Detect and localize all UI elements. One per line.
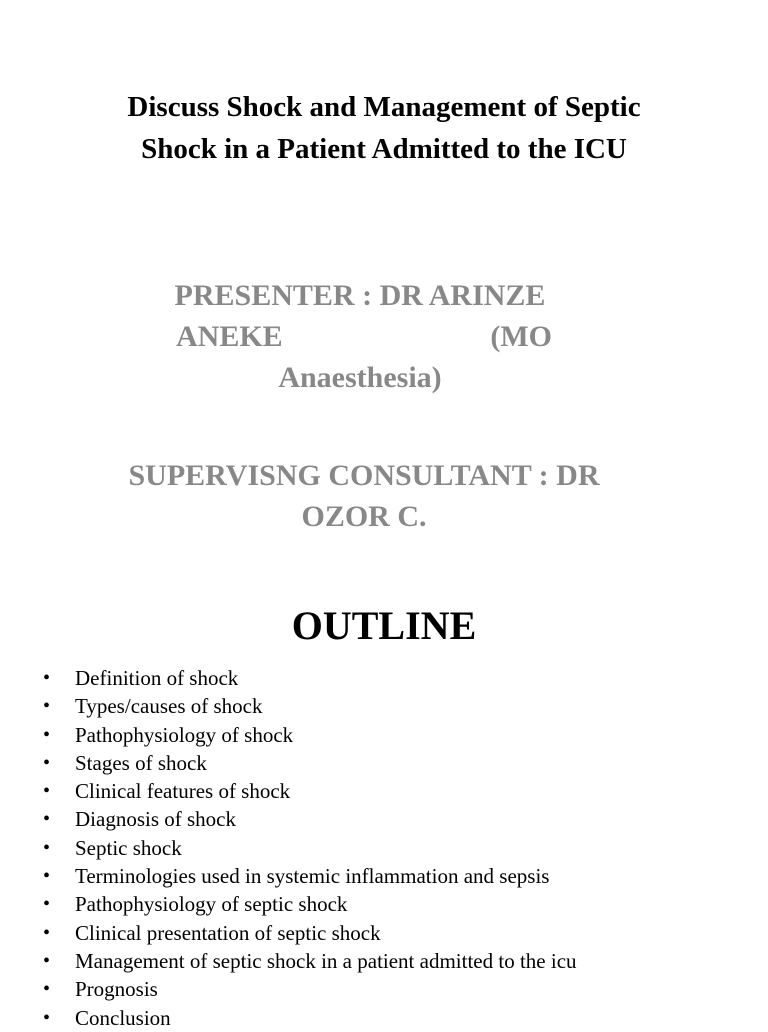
slide-title-line-1: Discuss Shock and Management of Septic bbox=[127, 91, 641, 123]
bullet-icon: • bbox=[43, 1006, 51, 1029]
slide-title-line-2: Shock in a Patient Admitted to the ICU bbox=[141, 133, 627, 165]
outline-item-text: Pathophysiology of shock bbox=[75, 722, 294, 747]
bullet-icon: • bbox=[43, 808, 51, 831]
outline-item-text: Definition of shock bbox=[75, 666, 239, 690]
bullet-icon: • bbox=[43, 893, 51, 916]
outline-item bbox=[0, 721, 768, 749]
supervisor-line-1: SUPERVISNG CONSULTANT : DR bbox=[128, 459, 600, 492]
outline-item bbox=[0, 1004, 768, 1032]
outline-item-text: Pathophysiology of septic shock bbox=[75, 892, 348, 917]
bullet-icon: • bbox=[43, 836, 51, 859]
supervisor-line-2: OZOR C. bbox=[301, 500, 427, 533]
outline-item-text: Terminologies used in systemic inflammation and sepsis bbox=[75, 864, 550, 889]
bullet-icon: • bbox=[43, 751, 51, 774]
bullet-icon: • bbox=[43, 695, 51, 718]
outline-item-text: Clinical presentation of septic shock bbox=[75, 920, 381, 945]
outline-item bbox=[0, 692, 768, 720]
presenter-line-1: PRESENTER : DR ARINZE bbox=[174, 279, 546, 312]
presenter-surname: ANEKE bbox=[176, 320, 283, 353]
outline-item bbox=[0, 862, 768, 890]
presenter-role-start: (MO bbox=[490, 320, 552, 353]
outline-item-text: Clinical features of shock bbox=[75, 779, 291, 804]
outline-item-text: Stages of shock bbox=[75, 750, 207, 775]
outline-heading: OUTLINE bbox=[291, 603, 477, 648]
bullet-icon: • bbox=[43, 978, 51, 1001]
outline-item bbox=[0, 947, 768, 975]
outline-item bbox=[0, 805, 768, 833]
presenter-line-3: Anaesthesia) bbox=[278, 361, 442, 394]
outline-item bbox=[0, 749, 768, 777]
outline-item bbox=[0, 919, 768, 947]
outline-item-text: Septic shock bbox=[75, 835, 182, 860]
presenter-line-2 bbox=[140, 316, 580, 357]
outline-item-text: Management of septic shock in a patient admitted to the icu bbox=[75, 948, 577, 973]
bullet-icon: • bbox=[43, 723, 51, 746]
supervisor-block bbox=[0, 455, 728, 537]
bullet-icon: • bbox=[43, 921, 51, 944]
outline-item-text: Conclusion bbox=[75, 1005, 171, 1030]
outline-item bbox=[0, 834, 768, 862]
outline-item-text: Prognosis bbox=[75, 977, 158, 1002]
presenter-block bbox=[140, 275, 580, 398]
bullet-icon: • bbox=[43, 949, 51, 972]
outline-item-text: Diagnosis of shock bbox=[75, 807, 236, 832]
bullet-icon: • bbox=[43, 780, 51, 803]
outline-item bbox=[0, 777, 768, 805]
slide-title bbox=[0, 86, 768, 170]
outline-item bbox=[0, 890, 768, 918]
bullet-icon: • bbox=[43, 865, 51, 888]
outline-list bbox=[0, 664, 768, 1032]
outline-item-text: Types/causes of shock bbox=[75, 694, 263, 719]
outline-item bbox=[0, 664, 768, 692]
bullet-icon: • bbox=[43, 667, 51, 689]
outline-item bbox=[0, 975, 768, 1003]
